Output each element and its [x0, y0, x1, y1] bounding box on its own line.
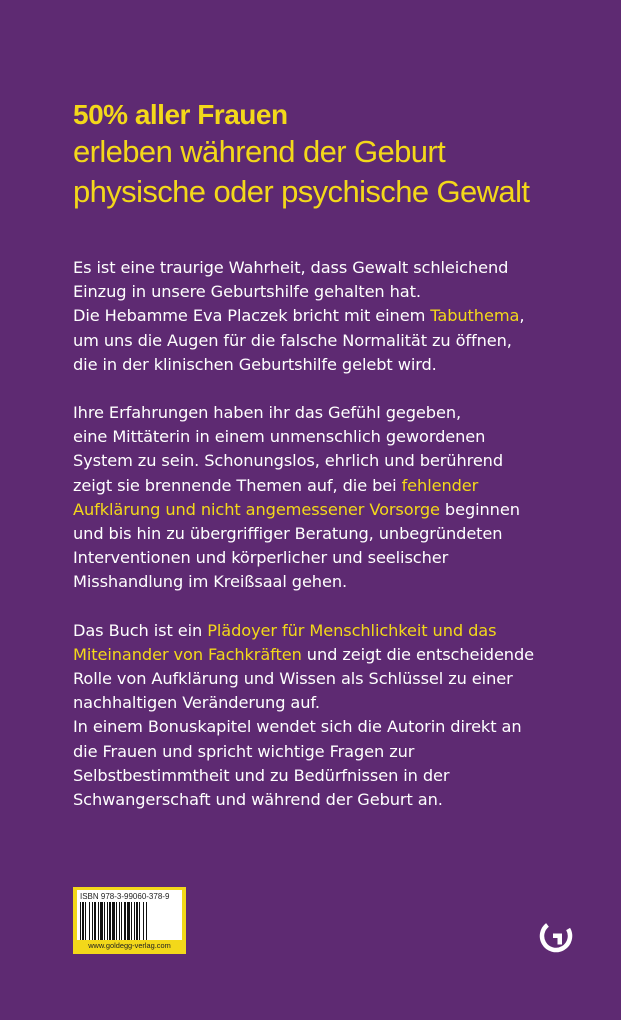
- text-line: und bis hin zu übergriffiger Beratung, unbegründeten: [73, 524, 503, 544]
- text-fragment: Das Buch ist ein: [73, 620, 208, 640]
- barcode-box: [73, 887, 186, 954]
- highlight-aufklaerung: Aufklärung und nicht angemessener Vorsorge: [73, 499, 440, 519]
- headline-line-2: physische oder psychische Gewalt: [73, 174, 530, 209]
- headline-lead: 50% aller Frauen: [73, 99, 288, 130]
- goldegg-logo-icon: [539, 919, 573, 953]
- text-fragment: und zeigt die entscheidende: [301, 644, 534, 664]
- text-line: die in der klinischen Geburtshilfe gelebt wird.: [73, 354, 437, 374]
- text-line: Einzug in unsere Geburtshilfe gehalten hat.: [73, 282, 421, 302]
- text-line: Rolle von Aufklärung und Wissen als Schlüssel zu einer: [73, 669, 513, 689]
- text-line: zeigt sie brennende Themen auf, die bei: [73, 475, 402, 495]
- paragraph-3: [73, 619, 593, 716]
- barcode-icon: [80, 902, 179, 940]
- barcode-inner: [77, 890, 182, 940]
- text-line: nachhaltigen Veränderung auf.: [73, 693, 320, 713]
- text-fragment: beginnen: [439, 499, 520, 519]
- text-line: eine Mittäterin in einem unmenschlich gewordenen: [73, 427, 486, 447]
- text-line: Ihre Erfahrungen haben ihr das Gefühl gegeben,: [73, 403, 462, 423]
- headline: [73, 98, 593, 212]
- text-line: Interventionen und körperlicher und seelischer: [73, 548, 449, 568]
- text-line: Es ist eine traurige Wahrheit, dass Gewalt schleichend: [73, 258, 509, 277]
- text-fragment: ,: [519, 306, 525, 326]
- isbn-label: ISBN 978-3-99060-378-9: [80, 892, 170, 901]
- text-line: System zu sein. Schonungslos, ehrlich und berührend: [73, 451, 504, 471]
- text-line: die Frauen und spricht wichtige Fragen zur: [73, 741, 415, 761]
- paragraph-4: [73, 715, 593, 812]
- text-line: In einem Bonuskapitel wendet sich die Autorin direkt an: [73, 717, 522, 737]
- text-line: um uns die Augen für die falsche Normalität zu öffnen,: [73, 330, 512, 350]
- text-line: Selbstbestimmtheit und zu Bedürfnissen in der: [73, 765, 450, 785]
- highlight-miteinander: Miteinander von Fachkräften: [73, 644, 302, 664]
- text-line: Schwangerschaft und während der Geburt an.: [73, 790, 443, 810]
- text-line: Misshandlung im Kreißsaal gehen.: [73, 572, 348, 592]
- publisher-url: www.goldegg-verlag.com: [88, 941, 171, 950]
- highlight-fehlender: fehlender: [401, 475, 479, 495]
- highlight-plaedoyer: Plädoyer für Menschlichkeit und das: [207, 620, 497, 640]
- text-line: Die Hebamme Eva Placzek bricht mit einem: [73, 306, 431, 326]
- paragraph-2: [73, 401, 593, 595]
- highlight-tabuthema: Tabuthema: [430, 306, 520, 326]
- headline-line-1: erleben während der Geburt: [73, 134, 446, 169]
- blurb-text: [73, 256, 593, 812]
- paragraph-1: [73, 256, 593, 377]
